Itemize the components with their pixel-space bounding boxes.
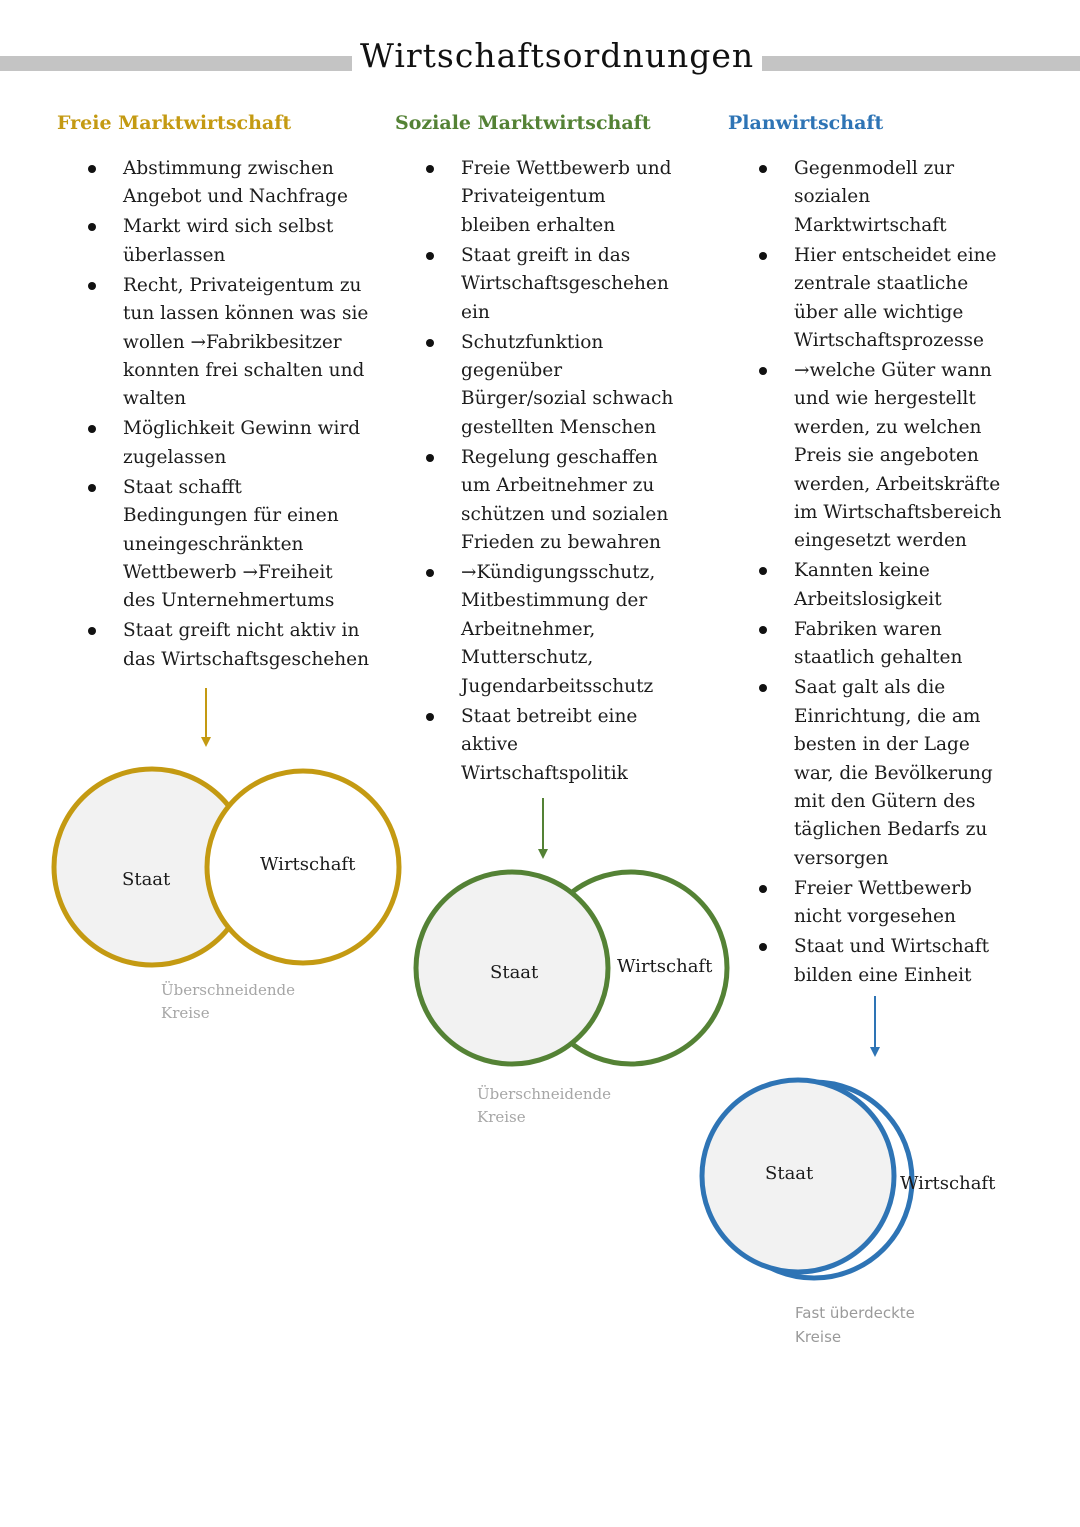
list-item: →welche Güter wann und wie hergestellt werden, zu welchen Preis sie angeboten werden, Arbeitskräfte im Wirtschaftsbereich eingesetzt werden [794, 357, 1012, 556]
label-wirtschaft: Wirtschaft [260, 854, 356, 875]
list-item: Kannten keine Arbeitslosigkeit [794, 557, 1012, 614]
list-item: Staat schafft Bedingungen für einen uneingeschränkten Wettbewerb →Freiheit des Unternehmertums [123, 474, 369, 616]
list-item: Recht, Privateigentum zu tun lassen können was sie wollen →Fabrikbesitzer konnten frei schalten und walten [123, 272, 369, 414]
list-item: Abstimmung zwischen Angebot und Nachfrage [123, 155, 369, 212]
list-item: Möglichkeit Gewinn wird zugelassen [123, 415, 369, 472]
list-soziale-marktwirtschaft [461, 155, 675, 788]
list-item: Gegenmodell zur sozialen Marktwirtschaft [794, 155, 1012, 240]
list-item: →Kündigungsschutz, Mitbestimmung der Arbeitnehmer, Mutterschutz, Jugendarbeitsschutz [461, 559, 675, 701]
list-item: Freier Wettbewerb nicht vorgesehen [794, 875, 1012, 932]
list-item: Staat greift in das Wirtschaftsgeschehen ein [461, 242, 675, 327]
list-planwirtschaft [794, 155, 1012, 990]
caption-plan [795, 1301, 915, 1349]
label-staat: Staat [765, 1163, 814, 1184]
label-wirtschaft: Wirtschaft [900, 1173, 996, 1194]
column-soziale-marktwirtschaft [395, 111, 685, 788]
list-item: Staat betreibt eine aktive Wirtschaftspolitik [461, 703, 675, 788]
list-item: Saat galt als die Einrichtung, die am besten in der Lage war, die Bevölkerung mit den Gütern des täglichen Bedarfs zu versorgen [794, 674, 1012, 873]
caption-freie [161, 979, 295, 1025]
venn-planwirtschaft [690, 1072, 1010, 1287]
list-item: Staat greift nicht aktiv in das Wirtschaftsgeschehen [123, 617, 369, 674]
column-freie-marktwirtschaft [57, 111, 367, 674]
venn-soziale-marktwirtschaft [405, 865, 745, 1075]
caption-line: Kreise [161, 1004, 210, 1022]
column-planwirtschaft [728, 111, 1028, 990]
caption-line: Fast überdeckte [795, 1304, 915, 1322]
list-item: Regelung geschaffen um Arbeitnehmer zu schützen und sozialen Frieden zu bewahren [461, 444, 675, 558]
list-item: Fabriken waren staatlich gehalten [794, 616, 1012, 673]
venn-freie-marktwirtschaft [40, 760, 420, 975]
arrow-freie [205, 688, 207, 738]
caption-line: Überschneidende [477, 1085, 612, 1103]
list-item: Staat und Wirtschaft bilden eine Einheit [794, 933, 1012, 990]
list-item: Schutzfunktion gegenüber Bürger/sozial schwach gestellten Menschen [461, 329, 675, 443]
caption-soziale [477, 1083, 611, 1129]
arrow-plan [874, 996, 876, 1048]
label-wirtschaft: Wirtschaft [617, 956, 713, 977]
label-staat: Staat [122, 869, 171, 890]
list-item: Hier entscheidet eine zentrale staatliche über alle wichtige Wirtschaftsprozesse [794, 242, 1012, 356]
arrow-down-icon [870, 1047, 880, 1057]
list-item: Markt wird sich selbst überlassen [123, 213, 369, 270]
label-staat: Staat [490, 962, 539, 983]
list-freie-marktwirtschaft [123, 155, 369, 674]
list-item: Freie Wettbewerb und Privateigentum bleiben erhalten [461, 155, 675, 240]
caption-line: Überschneidende [161, 981, 296, 999]
caption-line: Kreise [477, 1108, 526, 1126]
heading-planwirtschaft: Planwirtschaft [728, 112, 884, 134]
arrow-down-icon [538, 849, 548, 859]
page-title: Wirtschaftsordnungen [352, 34, 762, 78]
arrow-down-icon [201, 737, 211, 747]
arrow-soziale [542, 798, 544, 850]
caption-line: Kreise [795, 1328, 842, 1346]
heading-freie-marktwirtschaft: Freie Marktwirtschaft [57, 112, 292, 134]
heading-soziale-marktwirtschaft: Soziale Marktwirtschaft [395, 112, 651, 134]
